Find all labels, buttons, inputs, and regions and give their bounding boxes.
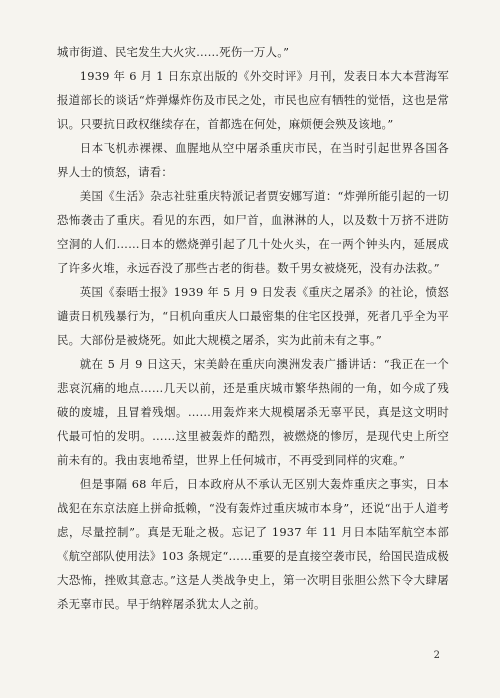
paragraph: 城市街道、民宅发生大火灾……死伤一万人。” (57, 45, 290, 59)
paragraph: 美国《生活》杂志社驻重庆特派记者贾安娜写道：“炸弹所能引起的一切恐怖袭击了重庆。看见的东西，如尸首，血淋淋的人，以及数十万挤不进防空洞的人们……日本的燃烧弹引起了几十处火头，在一两个钟头内，延展成了许多火堆，永远吞没了那些古老的街巷。数千男女被烧死，没有办法救。” (57, 189, 449, 275)
paragraph: 1939 年 6 月 1 日东京出版的《外交时评》月刊，发表日本大本营海军报道部长的谈话“炸弹爆炸伤及市民之处，市民也应有牺牲的觉悟，这也是常识。只要抗日政权继续存在，首都选在何处，麻烦便会殃及该地。” (57, 69, 449, 131)
paragraph: 英国《泰晤士报》1939 年 5 月 9 日发表《重庆之屠杀》的社论，愤怒谴责日机残暴行为，“日机向重庆人口最密集的住宅区投弹，死者几乎全为平民。大部份是被烧死。如此大规模之屠杀，实为此前未有之事。” (57, 285, 449, 347)
paragraph: 日本飞机赤裸裸、血腥地从空中屠杀重庆市民，在当时引起世界各国各界人士的愤怒，请看： (57, 141, 449, 179)
document-body (57, 40, 449, 616)
paragraph: 但是事隔 68 年后，日本政府从不承认无区别大轰炸重庆之事实，日本战犯在东京法庭上拼命抵赖，“没有轰炸过重庆城市本身”，还说“出于人道考虑，尽量控制”。真是无耻之极。忘记了 1937 年 11 月日本陆军航空本部《航空部队使用法》103 条规定“……重要的是直接空袭市民，给国民造成极大恐怖，挫败其意志。”这是人类战争史上，第一次明目张胆公然下令大肆屠杀无辜市民。早于纳粹屠杀犹太人之前。 (57, 477, 449, 611)
page-number: 2 (433, 650, 440, 661)
paragraph: 就在 5 月 9 日这天，宋美龄在重庆向澳洲发表广播讲话：“我正在一个悲哀沉痛的地点……几天以前，还是重庆城市繁华热闹的一角，如今成了残破的废墟，且冒着残烟。……用轰炸来大规模屠杀无辜平民，真是这文明时代最可怕的发明。……这里被轰炸的酷烈，被燃烧的惨厉，是现代史上所空前未有的。我由衷地希望，世界上任何城市，不再受到同样的灾难。” (57, 357, 449, 467)
